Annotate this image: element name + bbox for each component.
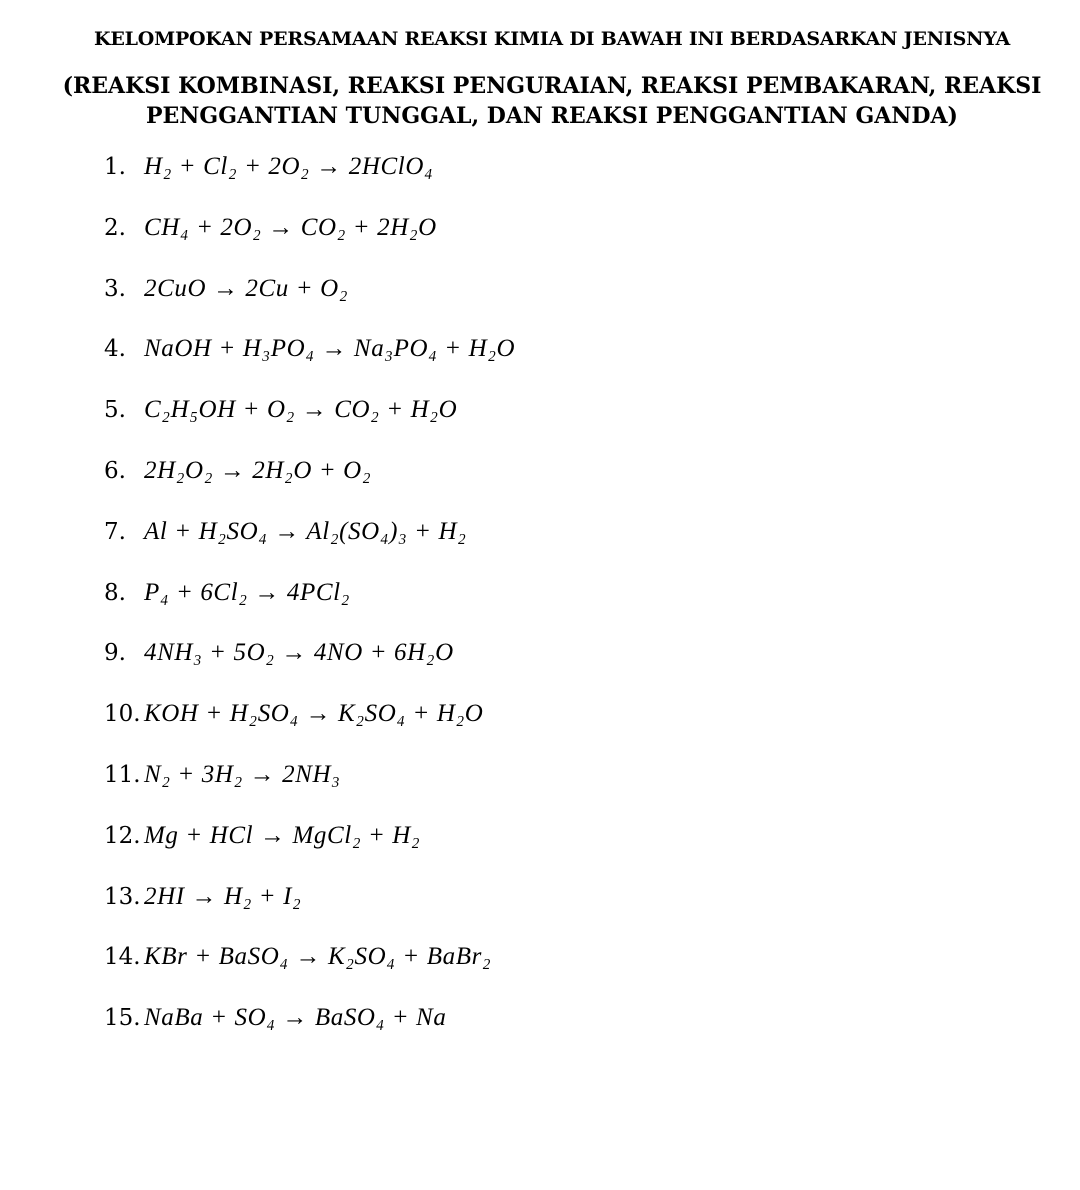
reaction-equation: KBr + BaSO₄ → K₂SO₄ + BaBr₂: [144, 943, 492, 971]
reaction-equation: 2CuO → 2Cu + O₂: [144, 274, 349, 302]
reaction-number: 14.: [104, 944, 141, 971]
reaction-item: [104, 332, 515, 393]
page-subtitle: [0, 71, 1080, 131]
reaction-equation: N₂ + 3H₂ → 2NH₃: [144, 760, 341, 788]
reaction-number: 7.: [104, 518, 126, 545]
reaction-equation: Al + H₂SO₄ → Al₂(SO₄)₃ + H₂: [144, 517, 467, 545]
reaction-item: [104, 515, 515, 576]
reaction-equation: H₂ + Cl₂ + 2O₂ → 2HClO₄: [144, 153, 434, 180]
reaction-item: [104, 819, 515, 880]
subtitle-line-2: PENGGANTIAN TUNGGAL, DAN REAKSI PENGGANTIAN GANDA): [146, 103, 958, 129]
reaction-equation: Mg + HCl → MgCl₂ + H₂: [144, 821, 421, 849]
reaction-item: [104, 393, 515, 454]
reaction-equation: 4NH₃ + 5O₂ → 4NO + 6H₂O: [144, 639, 454, 667]
subtitle-line-1: (REAKSI KOMBINASI, REAKSI PENGURAIAN, REAKSI PEMBAKARAN, REAKSI: [62, 73, 1042, 99]
reaction-item: [104, 697, 515, 758]
reaction-item: [104, 940, 515, 1001]
reaction-number: 4.: [104, 336, 126, 363]
reaction-item: [104, 211, 515, 272]
reaction-number: 10.: [104, 701, 141, 728]
reaction-item: [104, 880, 515, 941]
reaction-item: [104, 1001, 515, 1062]
reaction-equation: 2HI → H₂ + I₂: [144, 882, 302, 910]
reaction-equation: NaBa + SO₄ → BaSO₄ + Na: [144, 1004, 447, 1032]
reaction-equation: P₄ + 6Cl₂ → 4PCl₂: [144, 578, 350, 606]
reaction-item: [104, 758, 515, 819]
reaction-item: [104, 150, 515, 211]
reaction-item: [104, 272, 515, 333]
reaction-equation: CH₄ + 2O₂ → CO₂ + 2H₂O: [144, 213, 437, 241]
reaction-equation: 2H₂O₂ → 2H₂O + O₂: [144, 456, 372, 484]
reaction-number: 8.: [104, 579, 126, 606]
reaction-number: 15.: [104, 1005, 141, 1032]
reaction-item: [104, 454, 515, 515]
reaction-number: 13.: [104, 883, 141, 910]
reaction-equation: KOH + H₂SO₄ → K₂SO₄ + H₂O: [144, 700, 484, 728]
reaction-item: [104, 576, 515, 637]
reaction-number: 12.: [104, 822, 141, 849]
reaction-number: 3.: [104, 275, 126, 302]
reaction-number: 11.: [104, 761, 141, 788]
reaction-number: 5.: [104, 397, 126, 424]
reaction-list: [104, 150, 515, 1062]
reaction-equation: C₂H₅OH + O₂ → CO₂ + H₂O: [144, 396, 458, 424]
reaction-number: 6.: [104, 457, 126, 484]
reaction-number: 2.: [104, 214, 126, 241]
reaction-item: [104, 636, 515, 697]
page-title: KELOMPOKAN PERSAMAAN REAKSI KIMIA DI BAWAH INI BERDASARKAN JENISNYA: [94, 28, 1010, 50]
reaction-equation: NaOH + H₃PO₄ → Na₃PO₄ + H₂O: [144, 335, 516, 363]
reaction-number: 9.: [104, 640, 126, 667]
reaction-number: 1.: [104, 154, 126, 180]
